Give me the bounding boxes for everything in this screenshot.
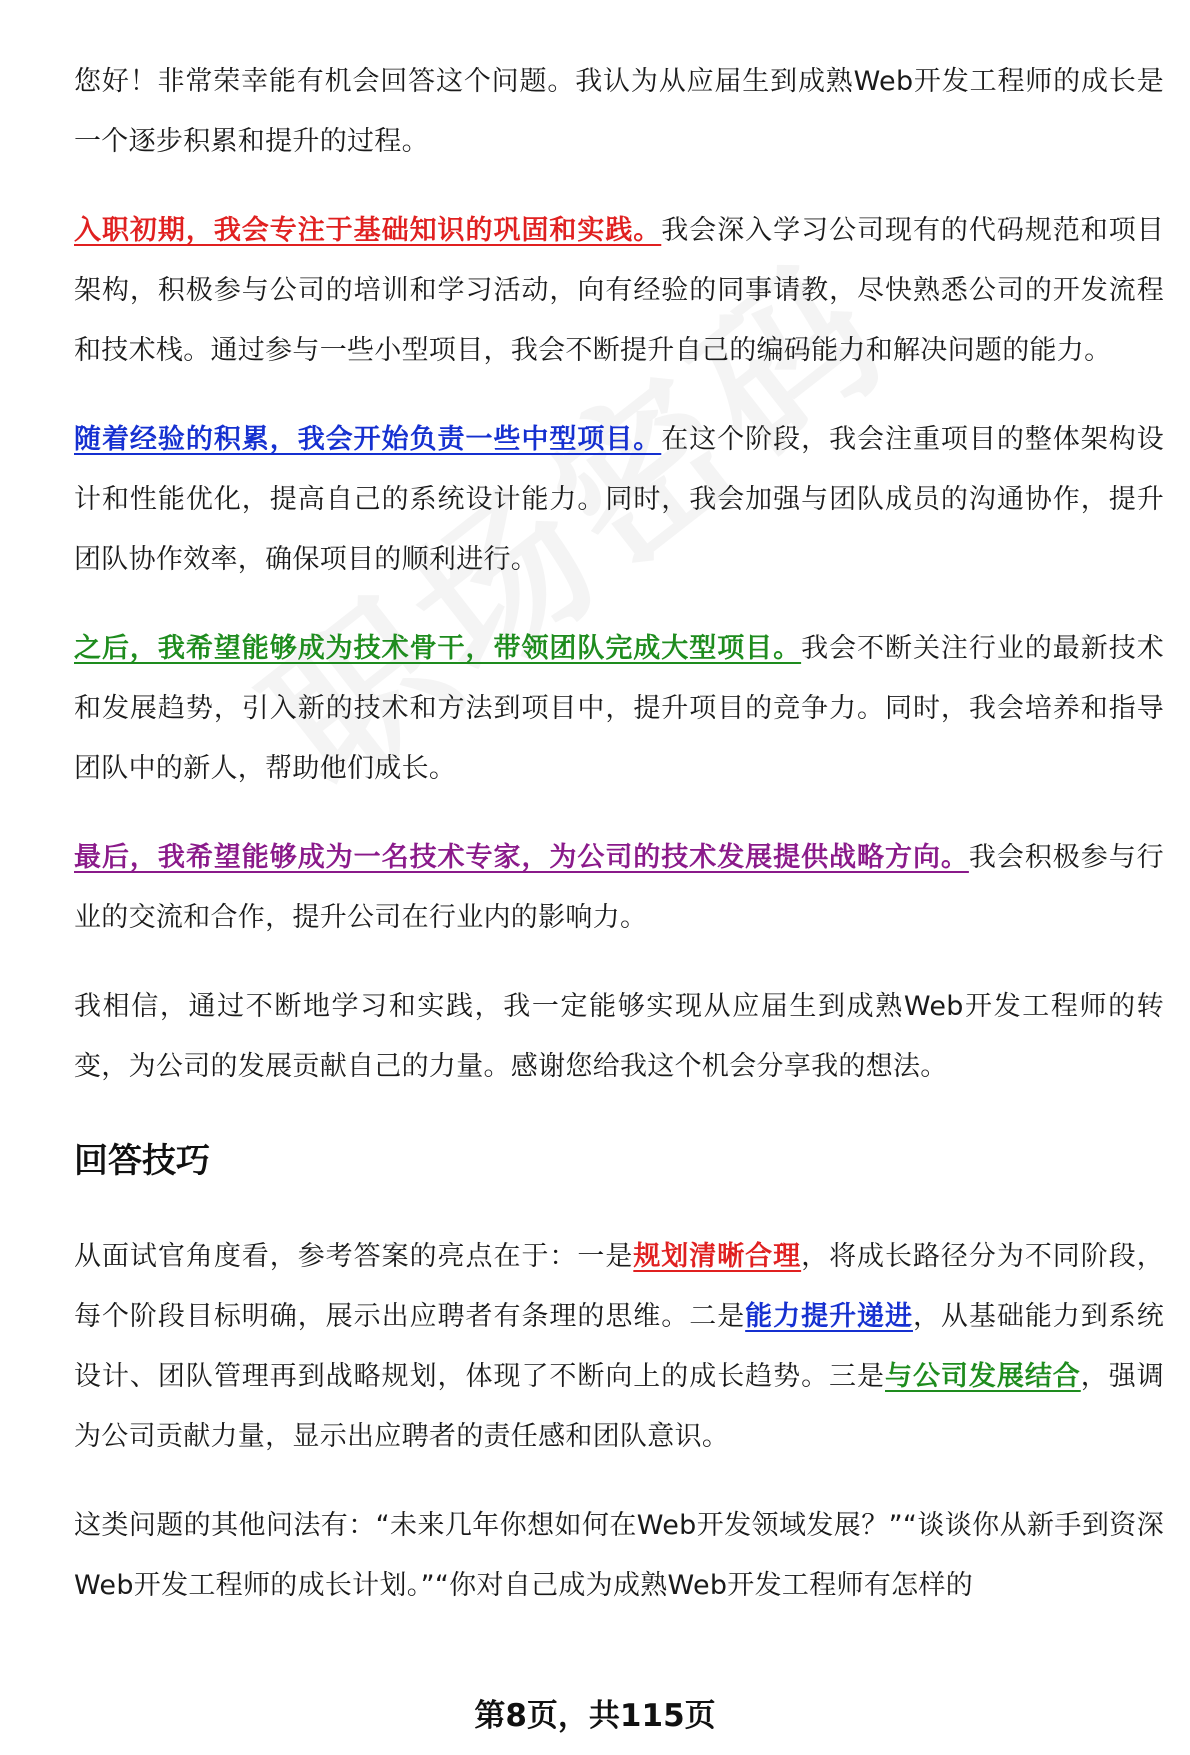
highlight-stage-expert: 最后，我希望能够成为一名技术专家，为公司的技术发展提供战略方向。: [74, 842, 969, 873]
paragraph-text: 我会积极参与行业的交流和合作，提升公司在行业内的影响力。: [74, 842, 1164, 933]
tips-text: ，将成长路径分为不同阶段，每个阶段目标明确，展示出应聘者有条理的思维。二是: [74, 1241, 1164, 1332]
tip-highlight-company: 与公司发展结合: [885, 1361, 1081, 1392]
paragraph-other-questions: [74, 1496, 1164, 1616]
paragraph-text: 在这个阶段，我会注重项目的整体架构设计和性能优化，提高自己的系统设计能力。同时，我会加强与团队成员的沟通协作，提升团队协作效率，确保项目的顺利进行。: [74, 424, 1164, 575]
tip-highlight-planning: 规划清晰合理: [633, 1241, 802, 1272]
tip-highlight-progression: 能力提升递进: [745, 1301, 913, 1332]
highlight-stage-mid: 随着经验的积累，我会开始负责一些中型项目。: [74, 424, 662, 455]
tips-text: ，从基础能力到系统设计、团队管理再到战略规划，体现了不断向上的成长趋势。三是: [74, 1301, 1164, 1392]
paragraph-stage-expert: [74, 828, 1164, 948]
tips-text: ，强调为公司贡献力量，显示出应聘者的责任感和团队意识。: [74, 1361, 1164, 1452]
paragraph-text: 我会深入学习公司现有的代码规范和项目架构，积极参与公司的培训和学习活动，向有经验的同事请教，尽快熟悉公司的开发流程和技术栈。通过参与一些小型项目，我会不断提升自己的编码能力和解决问题的能力。: [74, 215, 1164, 366]
tips-intro: 从面试官角度看，参考答案的亮点在于：一是: [74, 1241, 634, 1272]
paragraph-stage-mid: [74, 410, 1164, 590]
paragraph-closing: [74, 977, 1164, 1097]
page-number: 第8页，共115页: [474, 1698, 716, 1734]
paragraph-greeting: [74, 52, 1164, 172]
highlight-stage-entry: 入职初期，我会专注于基础知识的巩固和实践。: [74, 215, 662, 246]
paragraph-text: 您好！非常荣幸能有机会回答这个问题。我认为从应届生到成熟Web开发工程师的成长是一个逐步积累和提升的过程。: [74, 66, 1164, 157]
paragraph-text: 我相信，通过不断地学习和实践，我一定能够实现从应届生到成熟Web开发工程师的转变，为公司的发展贡献自己的力量。感谢您给我这个机会分享我的想法。: [74, 991, 1164, 1082]
highlight-stage-lead: 之后，我希望能够成为技术骨干，带领团队完成大型项目。: [74, 633, 802, 664]
section-heading: 回答技巧: [74, 1141, 210, 1181]
paragraph-stage-entry: [74, 201, 1164, 381]
paragraph-text: 我会不断关注行业的最新技术和发展趋势，引入新的技术和方法到项目中，提升项目的竞争力。同时，我会培养和指导团队中的新人，帮助他们成长。: [74, 633, 1164, 784]
document-body: [74, 52, 1164, 1645]
other-questions-text: 这类问题的其他问法有：“未来几年你想如何在Web开发领域发展？”“谈谈你从新手到资深Web开发工程师的成长计划。”“你对自己成为成熟Web开发工程师有怎样的: [74, 1510, 1164, 1601]
paragraph-tips: [74, 1227, 1164, 1467]
paragraph-stage-lead: [74, 619, 1164, 799]
